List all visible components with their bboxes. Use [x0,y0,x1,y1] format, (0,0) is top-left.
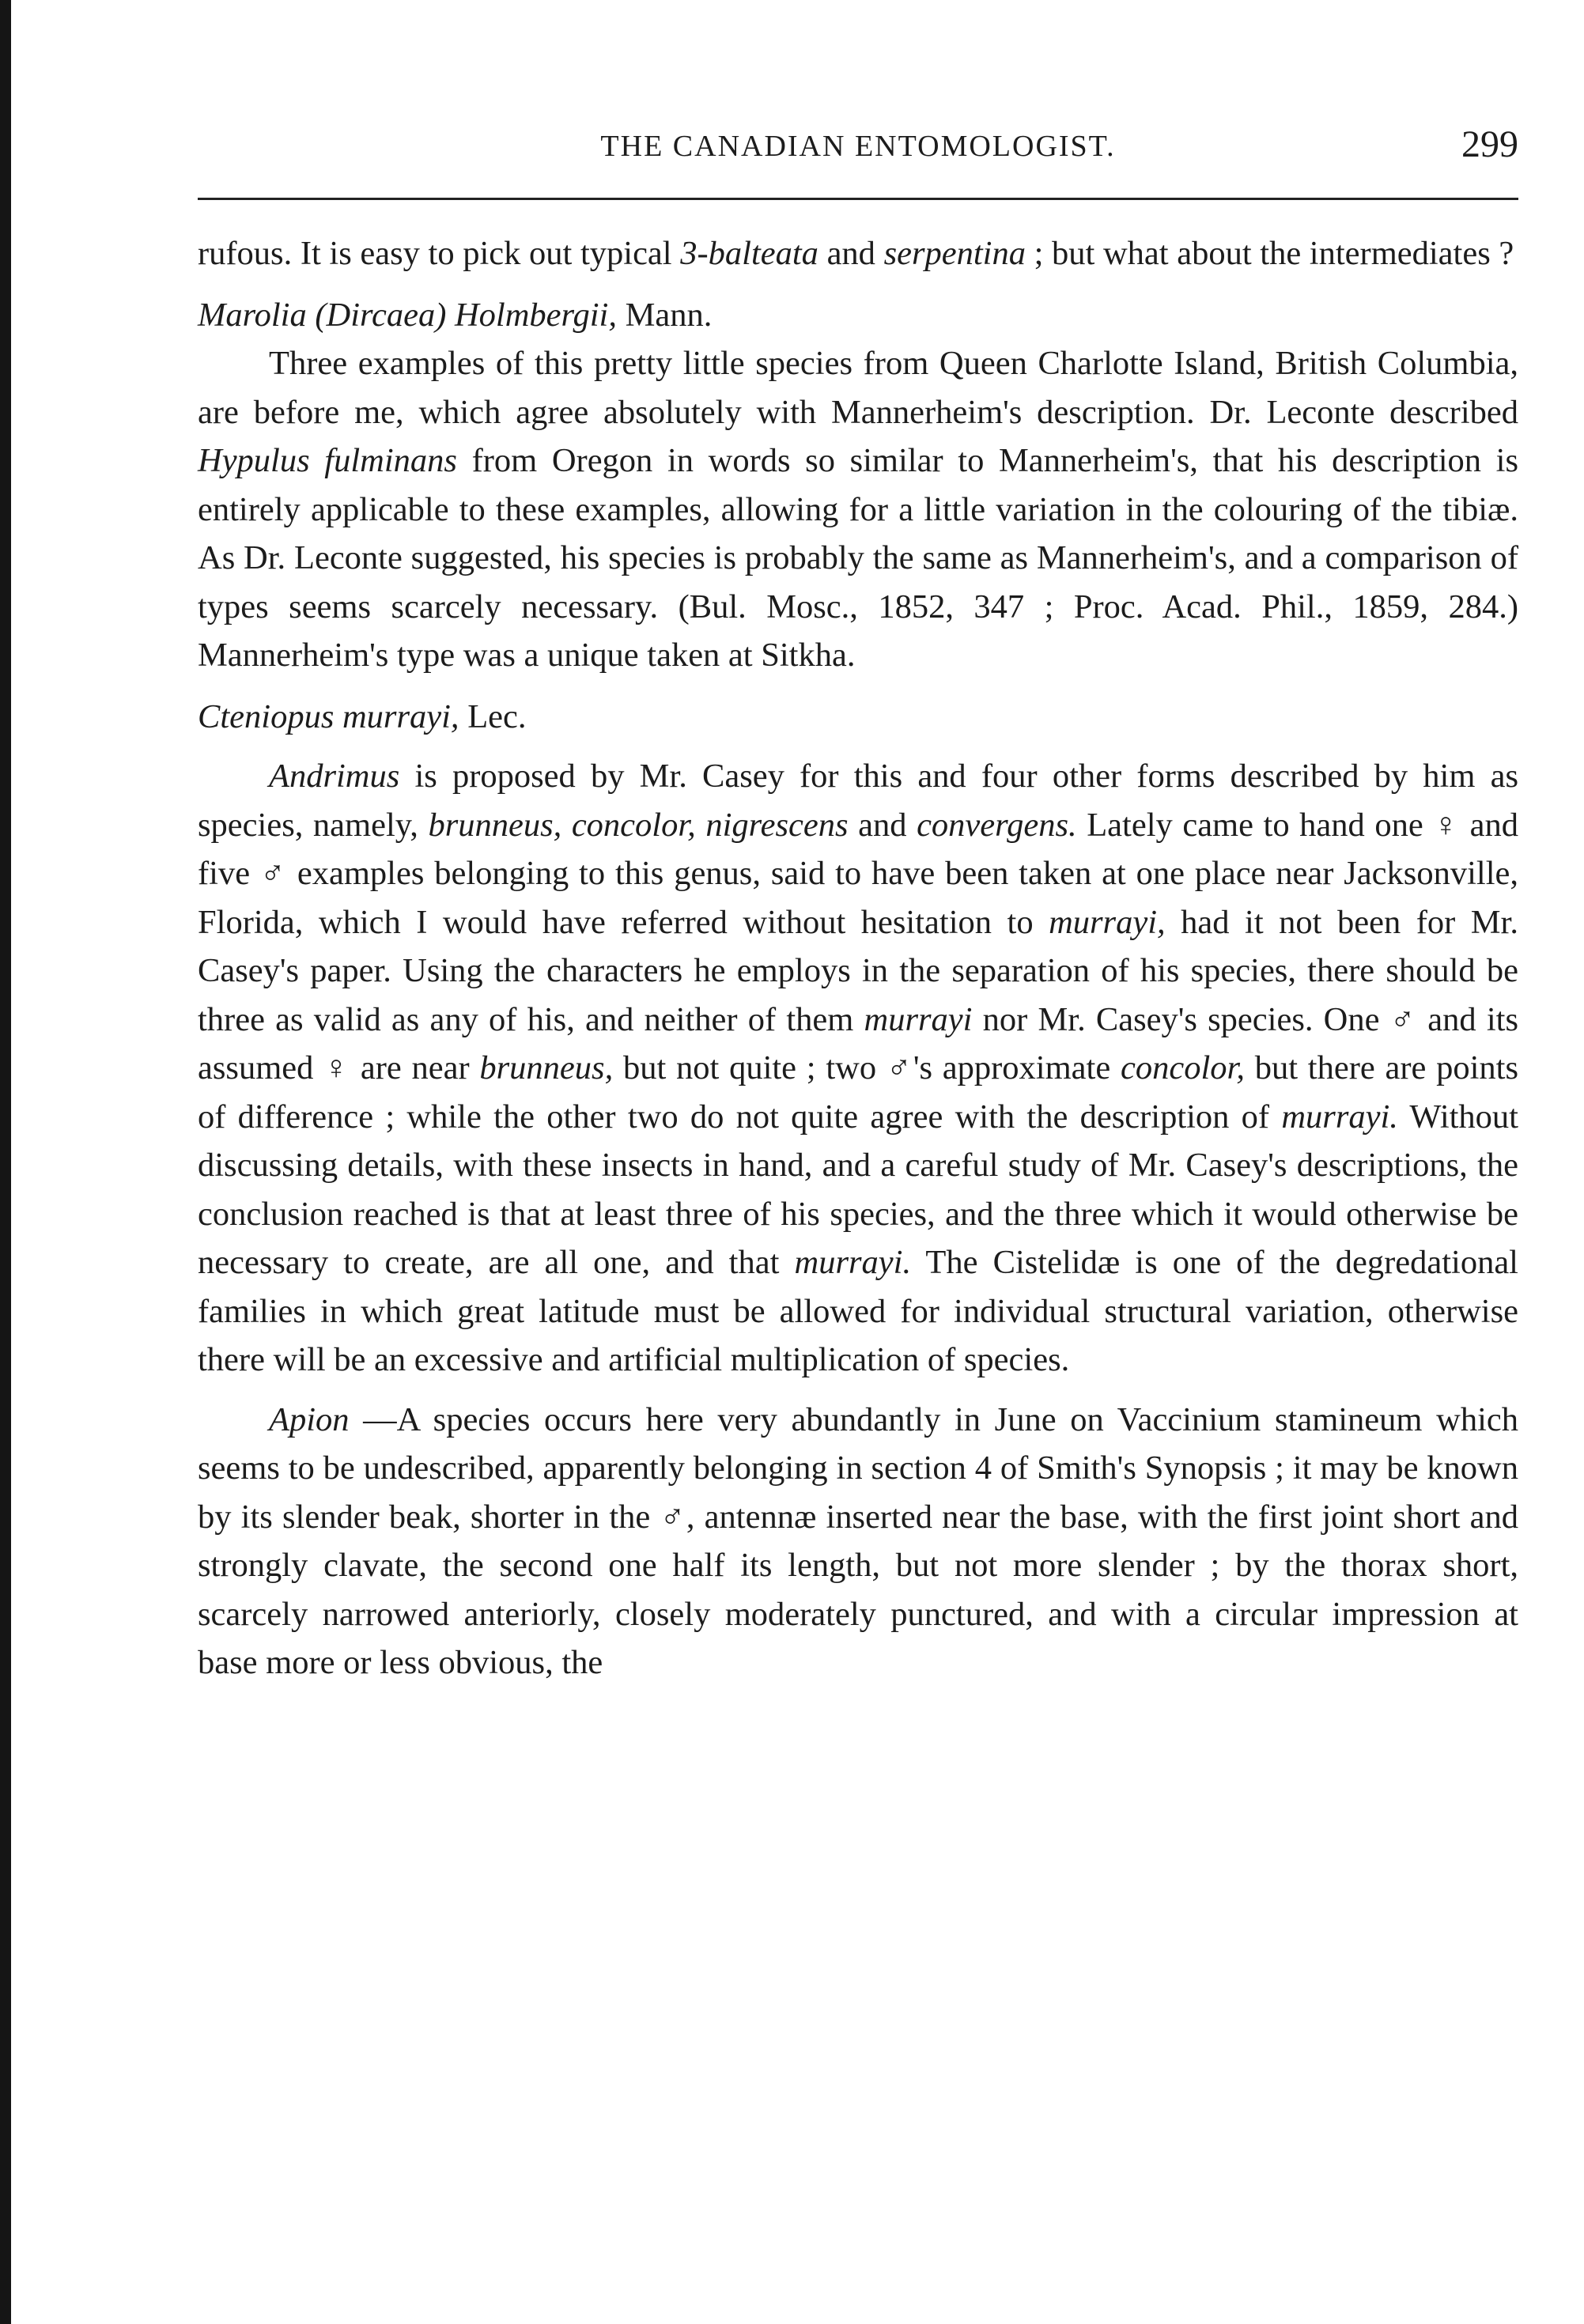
species-heading-cteniopus: Cteniopus murrayi, Lec. [198,697,527,735]
paragraph-intro: rufous. It is easy to pick out typical 3-balteata and serpentina ; but what about the intermediates ? [198,235,1514,272]
running-title: THE CANADIAN ENTOMOLOGIST. [600,130,1116,163]
header-rule [198,198,1518,200]
paragraph-marolia: Three examples of this pretty little species from Queen Charlotte Island, British Columbia, are before me, which agree absolutely with Mannerheim's description. Dr. Leconte described Hypulus fulminans from Oregon in words so similar to Mannerheim's, that his description is entirely applicable to these examples, allowing for a little variation in the colouring of the tibiæ. As Dr. Leconte suggested, his species is probably the same as Mannerheim's, and a comparison of types seems scarcely necessary. (Bul. Mosc., 1852, 347 ; Proc. Acad. Phil., 1859, 284.) Mannerheim's type was a unique taken at Sitkha. [198,345,1518,674]
article-body [198,229,1518,1687]
page-header [198,123,1518,178]
paragraph-andrimus: Andrimus is proposed by Mr. Casey for this and four other forms described by him as species, namely, brunneus, concolor, nigrescens and convergens. Lately came to hand one ♀ and five ♂ examples belonging to this genus, said to have been taken at one place near Jacksonville, Florida, which I would have referred without hesitation to murrayi, had it not been for Mr. Casey's paper. Using the characters he employs in the separation of his species, there should be three as valid as any of his, and neither of them murrayi nor Mr. Casey's species. One ♂ and its assumed ♀ are near brunneus, but not quite ; two ♂'s approximate concolor, but there are points of difference ; while the other two do not quite agree with the description of murrayi. Without discussing details, with these insects in hand, and a careful study of Mr. Casey's descriptions, the conclusion reached is that at least three of his species, and the three which it would otherwise be necessary to create, are all one, and that murrayi. The Cistelidæ is one of the degredational families in which great latitude must be allowed for individual structural variation, otherwise there will be an excessive and artificial multiplication of species. [198,758,1518,1378]
paragraph-apion: Apion —A species occurs here very abundantly in June on Vaccinium stamineum which seems to be undescribed, apparently belonging in section 4 of Smith's Synopsis ; it may be known by its slender beak, shorter in the ♂, antennæ inserted near the base, with the first joint short and strongly clavate, the second one half its length, but not more slender ; by the thorax short, scarcely narrowed anteriorly, closely moderately punctured, and with a circular impression at base more or less obvious, the [198,1400,1518,1681]
page-binding-edge [0,0,11,2324]
species-heading-marolia: Marolia (Dircaea) Holmbergii, Mann. [198,296,713,334]
page-number: 299 [1461,123,1518,165]
